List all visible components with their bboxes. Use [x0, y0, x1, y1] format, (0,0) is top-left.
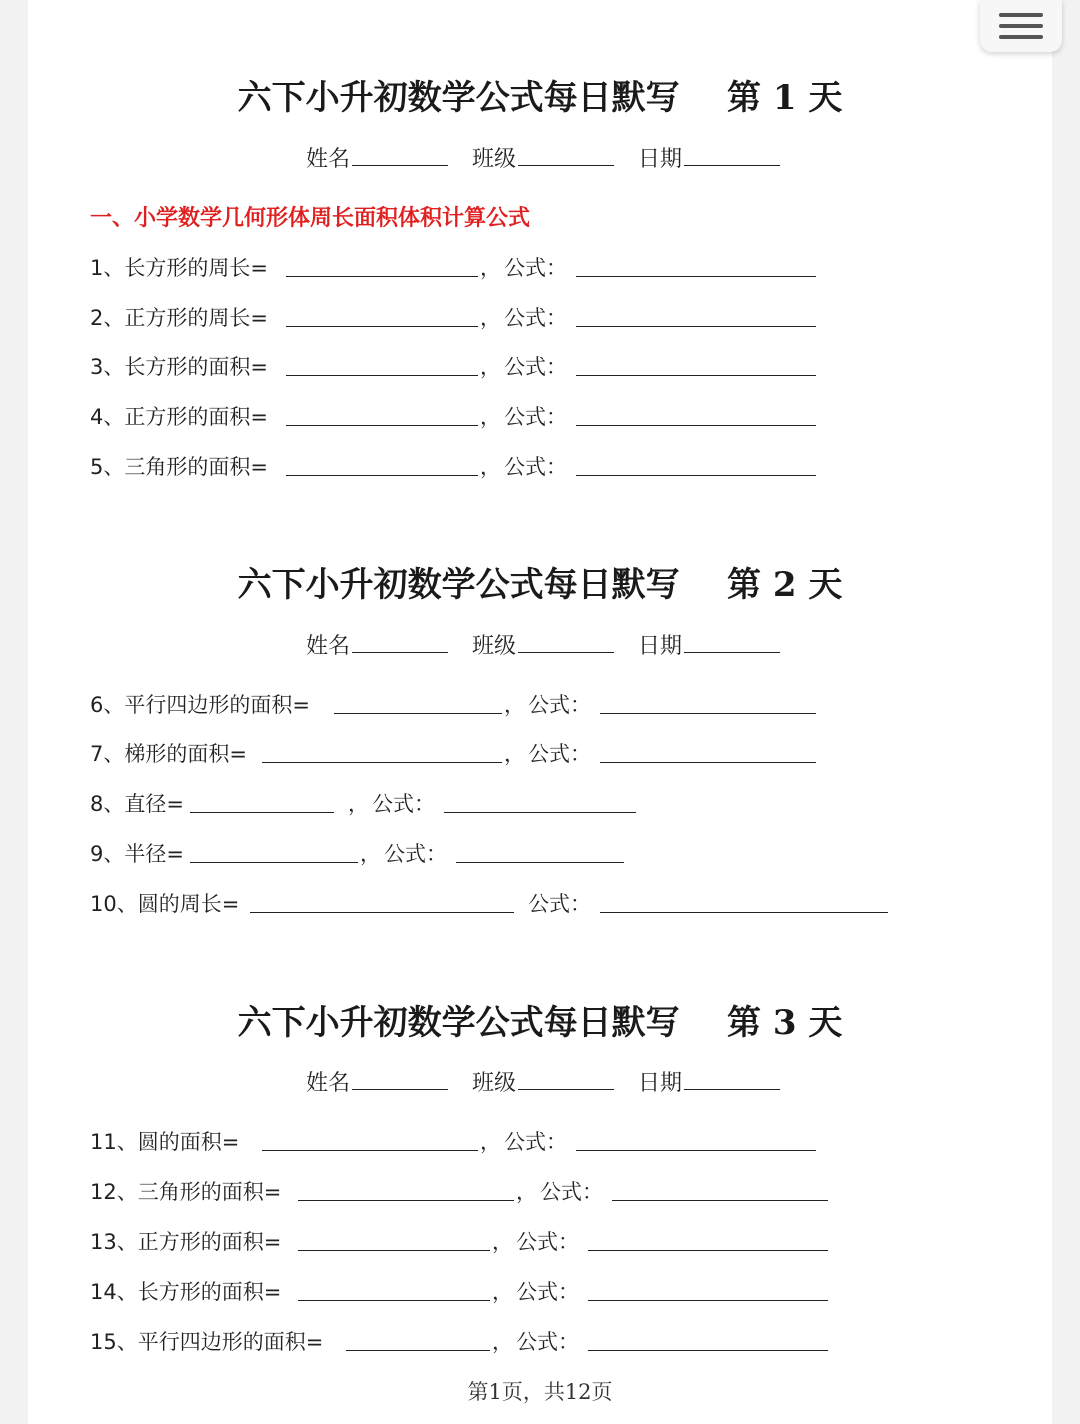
answer-blank[interactable] [334, 689, 502, 714]
section-heading: 一、小学数学几何形体周长面积体积计算公式 [90, 206, 531, 231]
formula-blank[interactable] [588, 1326, 828, 1351]
student-info-row [306, 629, 826, 660]
page-title: 六下小升初数学公式每日默写 第 2 天 [237, 565, 843, 605]
answer-blank[interactable] [250, 888, 514, 913]
date-field[interactable]: 日期 [638, 629, 780, 660]
formula-blank[interactable] [588, 1226, 828, 1251]
page-number: 第1页，共12页 [467, 1380, 613, 1404]
formula-blank[interactable] [600, 888, 888, 913]
formula-blank[interactable] [576, 252, 816, 277]
student-info-row [306, 142, 826, 173]
page-title: 六下小升初数学公式每日默写 第 3 天 [237, 1003, 843, 1043]
hamburger-menu-icon [999, 13, 1043, 17]
formula-blank[interactable] [588, 1276, 828, 1301]
answer-blank[interactable] [286, 302, 478, 327]
formula-blank[interactable] [600, 689, 816, 714]
formula-blank[interactable] [612, 1176, 828, 1201]
answer-blank[interactable] [262, 1126, 478, 1151]
answer-blank[interactable] [298, 1226, 490, 1251]
answer-blank[interactable] [298, 1176, 514, 1201]
formula-blank[interactable] [456, 838, 624, 863]
answer-blank[interactable] [298, 1276, 490, 1301]
formula-blank[interactable] [600, 738, 816, 763]
answer-blank[interactable] [190, 788, 334, 813]
formula-blank[interactable] [576, 401, 816, 426]
formula-blank[interactable] [576, 451, 816, 476]
hamburger-menu-button[interactable] [980, 0, 1062, 52]
formula-blank[interactable] [576, 1126, 816, 1151]
formula-blank[interactable] [444, 788, 636, 813]
class-field[interactable]: 班级 [472, 629, 614, 660]
answer-blank[interactable] [286, 252, 478, 277]
class-field[interactable]: 班级 [472, 1066, 614, 1097]
name-field[interactable]: 姓名 [306, 142, 448, 173]
page-title: 六下小升初数学公式每日默写 第 1 天 [237, 78, 843, 118]
answer-blank[interactable] [346, 1326, 490, 1351]
formula-blank[interactable] [576, 351, 816, 376]
answer-blank[interactable] [286, 351, 478, 376]
class-field[interactable]: 班级 [472, 142, 614, 173]
student-info-row [306, 1066, 826, 1097]
name-field[interactable]: 姓名 [306, 1066, 448, 1097]
answer-blank[interactable] [262, 738, 502, 763]
formula-blank[interactable] [576, 302, 816, 327]
answer-blank[interactable] [190, 838, 358, 863]
date-field[interactable]: 日期 [638, 142, 780, 173]
answer-blank[interactable] [286, 401, 478, 426]
date-field[interactable]: 日期 [638, 1066, 780, 1097]
name-field[interactable]: 姓名 [306, 629, 448, 660]
answer-blank[interactable] [286, 451, 478, 476]
